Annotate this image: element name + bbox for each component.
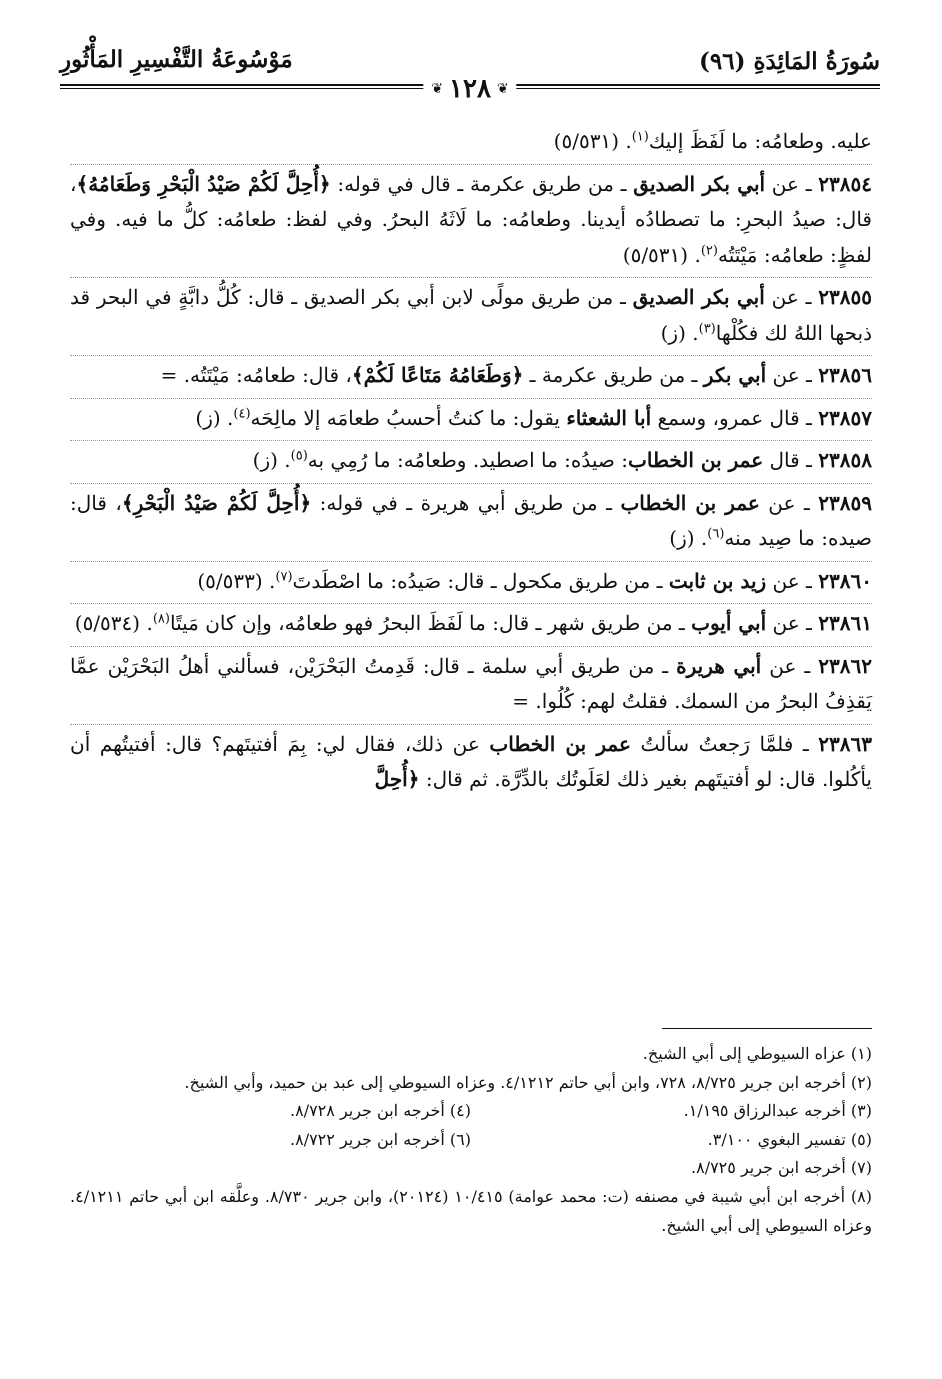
hadith-number: ٢٣٨٥٧ bbox=[818, 405, 872, 430]
hadith-number: ٢٣٨٥٥ bbox=[818, 285, 873, 309]
paragraph: ٢٣٨٦٠ ـ عن زيد بن ثابت ـ من طريق مكحول ـ قال: صَيدُه: ما اصْطَدتَ$^{(٧)}$. (٥/٥٣٣) bbox=[70, 564, 872, 605]
page-number-block bbox=[423, 76, 516, 102]
footnote: (٤) أخرجه ابن جرير ٨/٧٢٨. bbox=[290, 1101, 471, 1121]
paragraph: ٢٣٨٥٦ ـ عن أبي بكر ـ من طريق عكرمة ـ ﴿وَطَعَامُهُ مَتَاعًا لَكُمْ﴾، قال: طعامُه: مَيْتَتُه. = bbox=[70, 358, 872, 399]
paragraph: ٢٣٨٥٥ ـ عن أبي بكر الصديق ـ من طريق مولًى لابن أبي بكر الصديق ـ قال: كُلُّ دابَّةٍ في البحر قد ذبحها اللهُ لك فكُلْها$^{(٣)}$. (ز) bbox=[70, 280, 872, 356]
book-title: مَوْسُوعَةُ التَّفْسِيرِ المَأْثُورِ bbox=[60, 46, 293, 73]
page-header bbox=[60, 40, 880, 110]
narrator-name: أبي أيوب bbox=[691, 611, 767, 635]
narrator-name: عمر بن الخطاب bbox=[628, 448, 764, 472]
footnote-row bbox=[70, 1126, 872, 1155]
hadith-number: ٢٣٨٥٦ bbox=[818, 363, 872, 387]
footnote: (٢) أخرجه ابن جرير ٨/٧٢٥، ٧٢٨، وابن أبي حاتم ٤/١٢١٢. وعزاه السيوطي إلى عبد بن حميد، وأبي الشيخ. bbox=[184, 1072, 872, 1092]
paragraph: ٢٣٨٥٨ ـ قال عمر بن الخطاب: صيدُه: ما اصطيد. وطعامُه: ما رُمِي به$^{(٥)}$. (ز) bbox=[70, 443, 872, 484]
quran-verse: ﴿أُحِلَّ لَكُمْ صَيْدُ الْبَحْرِ﴾ bbox=[121, 490, 312, 515]
hadith-number: ٢٣٨٦٣ bbox=[818, 731, 872, 756]
hadith-number: ٢٣٨٦١ bbox=[818, 611, 872, 635]
footnote-marker: (٢) bbox=[700, 242, 718, 258]
ornament-icon: ❦ bbox=[496, 81, 509, 97]
footnote-marker: (١) bbox=[631, 129, 649, 145]
hadith-number: ٢٣٨٦٢ bbox=[818, 653, 873, 678]
footnote: (٦) أخرجه ابن جرير ٨/٧٢٢. bbox=[290, 1129, 471, 1149]
ornament-icon: ❦ bbox=[431, 81, 444, 97]
footnote-marker: (٤) bbox=[233, 405, 251, 421]
footnote-marker: (٥) bbox=[290, 448, 308, 464]
footnotes bbox=[70, 1040, 872, 1240]
footnote-row bbox=[70, 1097, 872, 1126]
footnote: (١) عزاه السيوطي إلى أبي الشيخ. bbox=[642, 1044, 872, 1063]
footnote-marker: (٣) bbox=[698, 320, 716, 336]
paragraph: عليه. وطعامُه: ما لَفَظَ إليك$^{(١)}$. (٥/٥٣١) bbox=[70, 124, 872, 165]
surah-title: سُورَةُ المَائِدَةِ (٩٦) bbox=[698, 48, 880, 75]
footnote-marker: (٧) bbox=[275, 568, 293, 584]
narrator-name: زيد بن ثابت bbox=[668, 568, 767, 593]
paragraph: ٢٣٨٥٧ ـ قال عمرو، وسمع أبا الشعثاء يقول: ما كنتُ أحسبُ طعامَه إلا مالِحَه$^{(٤)}$. (ز) bbox=[70, 401, 872, 442]
quran-verse: ﴿أُحِلَّ لَكُمْ صَيْدُ الْبَحْرِ وَطَعَامُهُ﴾ bbox=[76, 171, 331, 196]
quran-verse: ﴿وَطَعَامُهُ مَتَاعًا لَكُمْ﴾ bbox=[351, 363, 524, 387]
footnote: (٨) أخرجه ابن أبي شيبة في مصنفه (ت: محمد عوامة) ١٠/٤١٥ (٢٠١٢٤)، وابن جرير ٨/٧٣٠. وعلَّقه ابن أبي حاتم ٤/١٢١١. وعزاه السيوطي إلى أبي الشيخ. bbox=[70, 1186, 872, 1235]
paragraph: ٢٣٨٥٩ ـ عن عمر بن الخطاب ـ من طريق أبي هريرة ـ في قوله: ﴿أُحِلَّ لَكُمْ صَيْدُ الْبَحْرِ﴾، قال: صيده: ما صِيد منه$^{(٦)}$. (ز) bbox=[70, 486, 872, 562]
narrator-name: عمر بن الخطاب bbox=[620, 490, 760, 515]
narrator-name: أبي بكر bbox=[703, 363, 767, 387]
paragraph: ٢٣٨٦٣ ـ فلمَّا رَجعتُ سألتُ عمر بن الخطاب عن ذلك، فقال لي: بِمَ أفتيتَهم؟ قال: أفتيتُهم أن يأكُلوا. قال: لو أفتيتَهم بغير ذلك لعَلَوتُك بالدِّرَّة. ثم قال: ﴿أُحِلَّ bbox=[70, 731, 872, 791]
hadith-number: ٢٣٨٥٤ bbox=[818, 171, 872, 196]
narrator-name: عمر بن الخطاب bbox=[489, 731, 631, 756]
hadith-number: ٢٣٨٦٠ bbox=[818, 568, 872, 593]
page-number: ١٢٨ bbox=[449, 74, 491, 104]
footnote: (٥) تفسير البغوي ٣/١٠٠. bbox=[707, 1129, 872, 1149]
paragraph: ٢٣٨٦١ ـ عن أبي أيوب ـ من طريق شهر ـ قال: ما لَفَظَ البحرُ فهو طعامُه، وإن كان مَيتًا$^{(٨)}$. (٥/٥٣٤) bbox=[70, 606, 872, 647]
paragraph: ٢٣٨٦٢ ـ عن أبي هريرة ـ من طريق أبي سلمة ـ قال: قَدِمتُ البَحْرَيْن، فسألني أهلُ البَحْرَيْن عمَّا يَقذِفُ البحرُ من السمك. فقلتُ لهم: كُلُوا. = bbox=[70, 649, 872, 725]
narrator-name: أبي بكر الصديق bbox=[632, 285, 765, 309]
quran-verse: ﴿أُحِلَّ bbox=[374, 767, 420, 791]
main-text bbox=[70, 124, 872, 804]
paragraph: ٢٣٨٥٤ ـ عن أبي بكر الصديق ـ من طريق عكرمة ـ قال في قوله: ﴿أُحِلَّ لَكُمْ صَيْدُ الْبَحْرِ وَطَعَامُهُ﴾، قال: صيدُ البحرِ: ما تصطادُه أيدينا. وطعامُه: ما لَاثَهُ البحرُ. وفي لفظ: طعامُه: كلُّ ما فيه. وفي لفظٍ: طعامُه: مَيْتَتُه$^{(٢)}$. (٥/٥٣١) bbox=[70, 167, 872, 279]
narrator-name: أبي بكر الصديق bbox=[633, 171, 766, 196]
narrator-name: أبا الشعثاء bbox=[566, 405, 652, 430]
hadith-number: ٢٣٨٥٨ bbox=[818, 448, 872, 472]
footnote-marker: (٨) bbox=[152, 611, 170, 627]
footnote-separator bbox=[662, 1028, 872, 1029]
hadith-number: ٢٣٨٥٩ bbox=[818, 490, 872, 515]
footnote: (٧) أخرجه ابن جرير ٨/٧٢٥. bbox=[691, 1158, 872, 1178]
narrator-name: أبي هريرة bbox=[676, 653, 762, 678]
footnote: (٣) أخرجه عبدالرزاق ١/١٩٥. bbox=[683, 1101, 872, 1121]
footnote-marker: (٦) bbox=[707, 526, 725, 542]
